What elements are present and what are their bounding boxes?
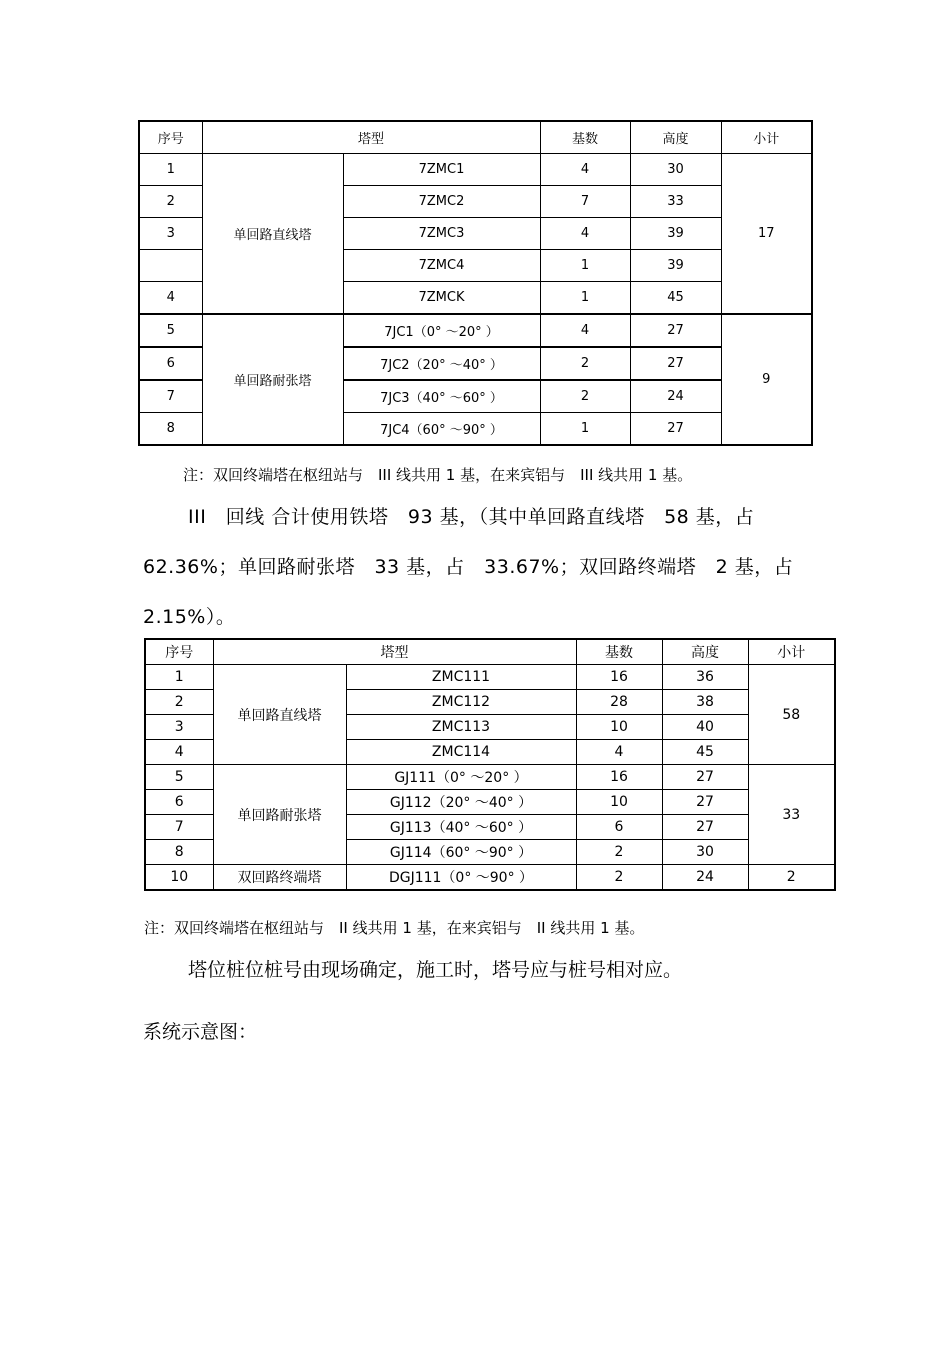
row-model: ZMC113: [346, 715, 576, 740]
row-height: 40: [662, 715, 748, 740]
group-tension: 单回路耐张塔: [202, 314, 343, 445]
row-height: 27: [630, 413, 721, 446]
subtotal-straight: 58: [748, 665, 835, 765]
group-terminal: 双回路终端塔: [213, 865, 346, 891]
row-count: 1: [540, 250, 630, 282]
row-count: 6: [576, 815, 662, 840]
group-straight: 单回路直线塔: [202, 154, 343, 315]
row-count: 1: [540, 282, 630, 315]
row-height: 27: [662, 815, 748, 840]
row-height: 45: [662, 740, 748, 765]
row-model: ZMC111: [346, 665, 576, 690]
subtotal-tension: 9: [721, 314, 812, 445]
row-height: 38: [662, 690, 748, 715]
row-height: 27: [630, 314, 721, 347]
row-count: 10: [576, 715, 662, 740]
header-subtotal: 小计: [748, 639, 835, 665]
pile-note: 塔位桩位桩号由现场确定，施工时，塔号应与桩号相对应。: [188, 959, 683, 981]
tower-table-1: [138, 120, 813, 446]
subtotal-terminal: 2: [748, 865, 835, 891]
row-count: 2: [576, 865, 662, 891]
header-count: 基数: [576, 639, 662, 665]
row-no: 8: [145, 840, 213, 865]
row-model: GJ112（20° ～40° ）: [346, 790, 576, 815]
subtotal-tension: 33: [748, 765, 835, 865]
row-count: 16: [576, 765, 662, 790]
row-no: 5: [145, 765, 213, 790]
table-row: [145, 865, 835, 891]
row-model: ZMC114: [346, 740, 576, 765]
row-height: 27: [630, 347, 721, 380]
header-height: 高度: [662, 639, 748, 665]
row-height: 24: [630, 380, 721, 413]
row-model: GJ111（0° ～20° ）: [346, 765, 576, 790]
table-header-row: [139, 121, 812, 154]
row-count: 2: [540, 347, 630, 380]
row-no: 3: [145, 715, 213, 740]
row-count: 10: [576, 790, 662, 815]
row-model: 7JC1（0° ～20° ）: [343, 314, 540, 347]
row-model: 7ZMC1: [343, 154, 540, 186]
row-count: 28: [576, 690, 662, 715]
row-count: 1: [540, 413, 630, 446]
row-model: 7ZMC2: [343, 186, 540, 218]
row-no: 10: [145, 865, 213, 891]
header-height: 高度: [630, 121, 721, 154]
summary-line-3: 2.15%）。: [143, 606, 236, 628]
row-height: 33: [630, 186, 721, 218]
table-header-row: [145, 639, 835, 665]
header-subtotal: 小计: [721, 121, 812, 154]
group-tension: 单回路耐张塔: [213, 765, 346, 865]
row-model: GJ113（40° ～60° ）: [346, 815, 576, 840]
row-count: 4: [540, 218, 630, 250]
note-1: 注：双回终端塔在枢纽站与 III 线共用 1 基，在来宾铝与 III 线共用 1 基。: [183, 466, 693, 484]
row-height: 45: [630, 282, 721, 315]
row-model: DGJ111（0° ～90° ）: [346, 865, 576, 891]
group-straight: 单回路直线塔: [213, 665, 346, 765]
row-no: 8: [139, 413, 202, 446]
row-no: [139, 250, 202, 282]
diagram-heading: 系统示意图：: [143, 1021, 258, 1043]
row-height: 27: [662, 765, 748, 790]
row-count: 7: [540, 186, 630, 218]
header-no: 序号: [139, 121, 202, 154]
row-no: 5: [139, 314, 202, 347]
table-row: [145, 665, 835, 690]
row-height: 39: [630, 250, 721, 282]
row-count: 2: [576, 840, 662, 865]
row-count: 16: [576, 665, 662, 690]
row-no: 4: [145, 740, 213, 765]
row-no: 6: [139, 347, 202, 380]
header-model: 塔型: [202, 121, 540, 154]
row-count: 2: [540, 380, 630, 413]
row-height: 36: [662, 665, 748, 690]
row-count: 4: [540, 314, 630, 347]
row-model: 7ZMC3: [343, 218, 540, 250]
row-model: 7JC2（20° ～40° ）: [343, 347, 540, 380]
row-no: 2: [139, 186, 202, 218]
row-no: 4: [139, 282, 202, 315]
row-count: 4: [576, 740, 662, 765]
row-no: 6: [145, 790, 213, 815]
row-count: 4: [540, 154, 630, 186]
subtotal-straight: 17: [721, 154, 812, 315]
row-no: 7: [139, 380, 202, 413]
row-no: 3: [139, 218, 202, 250]
row-no: 1: [145, 665, 213, 690]
row-no: 7: [145, 815, 213, 840]
row-height: 30: [662, 840, 748, 865]
header-no: 序号: [145, 639, 213, 665]
summary-line-1: III 回线 合计使用铁塔 93 基，（其中单回路直线塔 58 基，占: [188, 506, 755, 528]
summary-line-2: 62.36%；单回路耐张塔 33 基，占 33.67%；双回路终端塔 2 基，占: [143, 556, 794, 578]
header-count: 基数: [540, 121, 630, 154]
row-model: ZMC112: [346, 690, 576, 715]
row-model: 7ZMCK: [343, 282, 540, 315]
table-row: [139, 154, 812, 186]
row-height: 39: [630, 218, 721, 250]
header-model: 塔型: [213, 639, 576, 665]
row-model: 7JC4（60° ～90° ）: [343, 413, 540, 446]
row-no: 2: [145, 690, 213, 715]
table-row: [145, 765, 835, 790]
row-model: 7JC3（40° ～60° ）: [343, 380, 540, 413]
row-height: 24: [662, 865, 748, 891]
row-no: 1: [139, 154, 202, 186]
row-model: GJ114（60° ～90° ）: [346, 840, 576, 865]
note-2: 注：双回终端塔在枢纽站与 II 线共用 1 基，在来宾铝与 II 线共用 1 基。: [144, 919, 645, 937]
tower-table-2: [144, 638, 836, 891]
row-model: 7ZMC4: [343, 250, 540, 282]
table-row: [139, 314, 812, 347]
row-height: 30: [630, 154, 721, 186]
row-height: 27: [662, 790, 748, 815]
